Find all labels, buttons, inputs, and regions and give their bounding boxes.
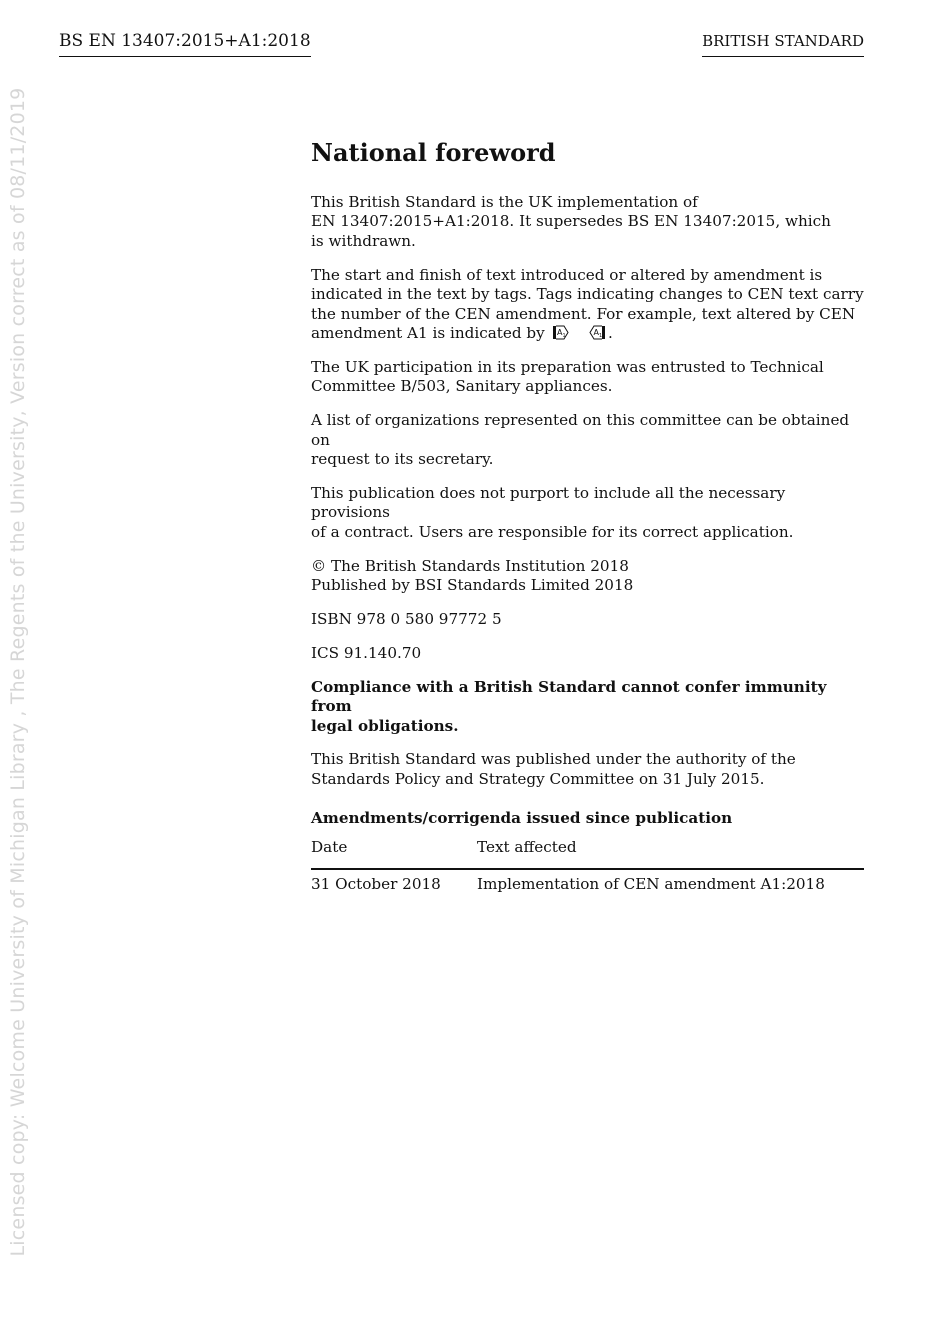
publisher-line: Published by BSI Standards Limited 2018 <box>311 576 634 594</box>
amendment-description: Implementation of CEN amendment A1:2018 <box>477 874 825 893</box>
compliance-notice: Compliance with a British Standard cannot confer immunity from legal obligations. <box>311 677 827 735</box>
amendment-close-tag-icon <box>588 325 606 340</box>
national-foreword <box>311 138 867 894</box>
amendment-tags-paragraph: The start and finish of text introduced or altered by amendment is indicated in the text by tags. Tags indicating changes to CEN text carry the number of the CEN amendment. For example, text altered by CEN amendment A1 is indicated by A 1 A 1 . <box>311 265 864 342</box>
isbn: ISBN 978 0 580 97772 5 <box>311 609 502 628</box>
organizations-paragraph: A list of organizations represented on this committee can be obtained on request to its secretary. <box>311 411 850 468</box>
authority-paragraph: This British Standard was published under the authority of the Standards Policy and Strategy Committee on 31 July 2015. <box>311 750 796 788</box>
copyright-paragraph <box>311 557 867 596</box>
svg-text:1: 1 <box>562 332 566 339</box>
document-id: BS EN 13407:2015+A1:2018 <box>59 31 311 57</box>
column-header-text-affected: Text affected <box>477 836 864 868</box>
table-header-row <box>311 836 864 868</box>
column-header-date: Date <box>311 836 477 868</box>
implementation-paragraph: This British Standard is the UK implementation of EN 13407:2015+A1:2018. It supersedes BS EN 13407:2015, which is withdrawn. <box>311 193 831 250</box>
table-row <box>311 869 864 894</box>
svg-text:A: A <box>556 327 563 337</box>
standard-series-label: BRITISH STANDARD <box>702 32 864 57</box>
amendments-table <box>311 836 864 894</box>
provisions-paragraph: This publication does not purport to include all the necessary provisions of a contract. Users are responsible for its correct application. <box>311 483 794 541</box>
svg-text:1: 1 <box>599 332 603 339</box>
page-title: National foreword <box>311 138 556 167</box>
copyright-line: © The British Standards Institution 2018 <box>311 556 629 575</box>
amendment-date: 31 October 2018 <box>311 874 441 893</box>
amendments-heading: Amendments/corrigenda issued since publication <box>311 809 733 828</box>
committee-paragraph: The UK participation in its preparation was entrusted to Technical Committee B/503, Sanitary appliances. <box>311 357 824 396</box>
ics-code: ICS 91.140.70 <box>311 643 422 662</box>
svg-text:A: A <box>593 327 600 337</box>
license-watermark: Licensed copy: Welcome University of Michigan Library , The Regents of the University, Version correct as of 08/11/2019 <box>7 87 29 1257</box>
amendment-open-tag-icon <box>552 325 570 340</box>
